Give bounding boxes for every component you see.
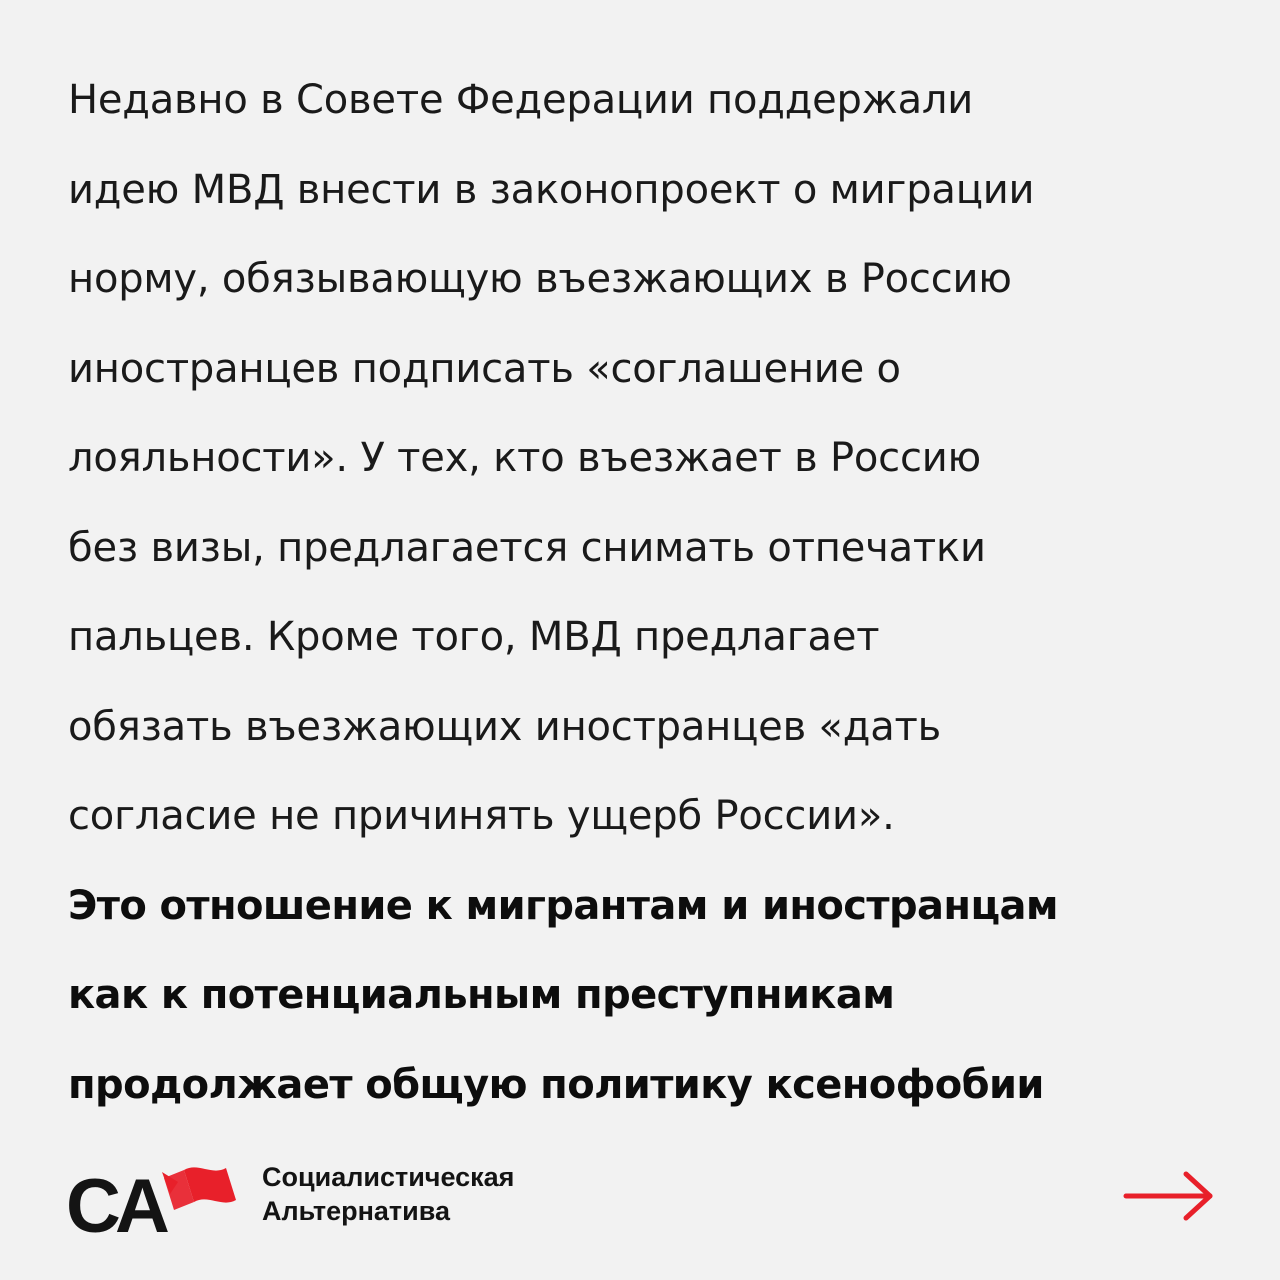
arrow-right-icon: [1122, 1168, 1218, 1224]
sa-logo: [66, 1156, 246, 1236]
brand-name: [262, 1160, 514, 1228]
sa-logo-mark: [66, 1156, 246, 1236]
brand-line-2: Альтернатива: [262, 1196, 451, 1226]
text-line-1: Недавно в Совете Федерации поддержали: [68, 77, 974, 123]
text-line-3: норму, обязывающую въезжающих в Россию: [68, 256, 1012, 302]
highlight-line-3: продолжает общую политику ксенофобии: [68, 1061, 1044, 1108]
highlight-line-1: Это отношение к мигрантам и иностранцам: [68, 882, 1058, 929]
text-line-5: лояльности». У тех, кто въезжает в Россию: [68, 435, 982, 481]
text-line-9: согласие не причинять ущерб России».: [68, 793, 895, 839]
logo-letters: СА: [66, 1164, 166, 1236]
text-line-4: иностранцев подписать «соглашение о: [68, 345, 901, 392]
next-slide-button[interactable]: [1122, 1168, 1218, 1224]
highlight-line-2: как к потенциальным преступникам: [68, 972, 895, 1018]
text-line-2: идею МВД внести в законопроект о миграции: [68, 166, 1035, 213]
text-line-6: без визы, предлагается снимать отпечатки: [68, 524, 986, 571]
red-flag-icon: [162, 1167, 236, 1210]
text-line-7: пальцев. Кроме того, МВД предлагает: [68, 614, 880, 660]
footer: [0, 1140, 1280, 1250]
brand-line-1: Социалистическая: [262, 1162, 515, 1192]
body-text: [68, 56, 1258, 1130]
text-line-8: обязать въезжающих иностранцев «дать: [68, 703, 941, 750]
